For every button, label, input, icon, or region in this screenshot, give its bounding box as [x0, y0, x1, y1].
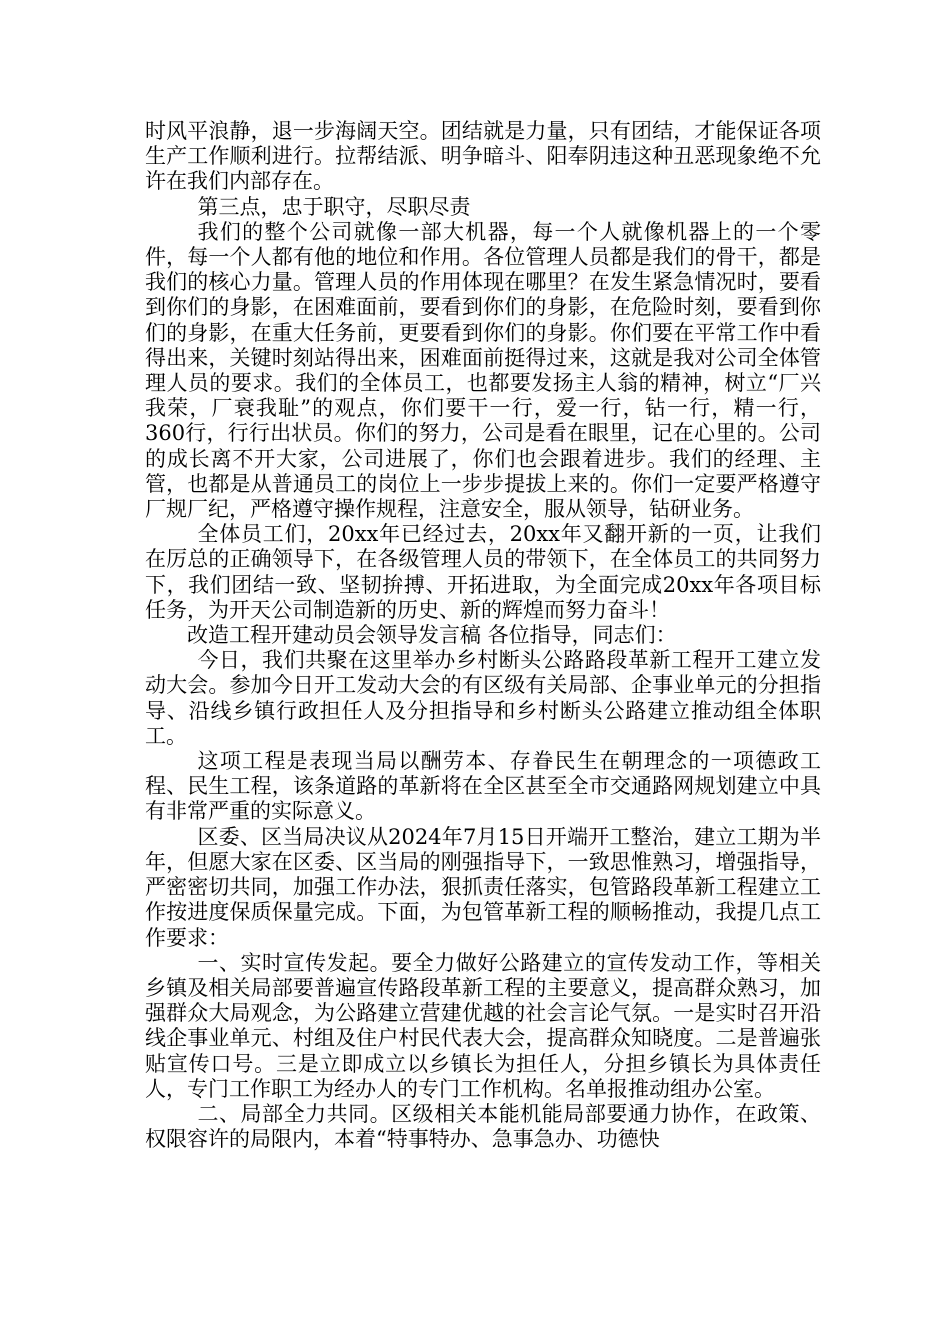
paragraph-8: 区委、区当局决议从2024年7月15日开端开工整治，建立工期为半年，但愿大家在区委、区当局的刚强指导下，一致思惟熟习，增强指导，严密密切共同，加强工作办法，狠抓责任落实，包管路段革新工程建立工作按进度保质保量完成。下面，为包管革新工程的顺畅推动，我提几点工作要求： — [145, 824, 821, 950]
paragraph-3: 我们的整个公司就像一部大机器，每一个人就像机器上的一个零件，每一个人都有他的地位和作用。各位管理人员都是我们的骨干，都是我们的核心力量。管理人员的作用体现在哪里？在发生紧急情况时，要看到你们的身影，在困难面前，要看到你们的身影，在危险时刻，要看到你们的身影，在重大任务前，更要看到你们的身影。你们要在平常工作中看得出来，关键时刻站得出来，困难面前挺得过来，这就是我对公司全体管理人员的要求。我们的全体员工，也都要发扬主人翁的精神，树立“厂兴我荣，厂衰我耻”的观点，你们要干一行，爱一行，钻一行，精一行，360行，行行出状员。你们的努力，公司是看在眼里，记在心里的。公司的成长离不开大家，公司进展了，你们也会跟着进步。我们的经理、主管，也都是从普通员工的岗位上一步步提拔上来的。你们一定要严格遵守厂规厂纪，严格遵守操作规程，注意安全，服从领导，钻研业务。 — [145, 219, 821, 522]
paragraph-6: 今日，我们共聚在这里举办乡村断头公路路段革新工程开工建立发动大会。参加今日开工发动大会的有区级有关局部、企事业单元的分担指导、沿线乡镇行政担任人及分担指导和乡村断头公路建立推动组全体职工。 — [145, 648, 821, 748]
speech-title-line: 改造工程开建动员会领导发言稿 各位指导，同志们： — [187, 623, 677, 648]
paragraph-4: 全体员工们，20xx年已经过去，20xx年又翻开新的一页，让我们在厉总的正确领导下，在各级管理人员的带领下，在全体员工的共同努力下，我们团结一致、坚韧拚搏、开拓进取，为全面完成20xx年各项目标任务，为开天公司制造新的历史、新的辉煌而努力奋斗！ — [145, 522, 821, 622]
paragraph-7: 这项工程是表现当局以酬劳本、存眷民生在朝理念的一项德政工程、民生工程，该条道路的革新将在全区甚至全市交通路网规划建立中具有非常严重的实际意义。 — [145, 749, 821, 824]
document-page — [145, 119, 821, 1152]
paragraph-1: 时风平浪静，退一步海阔天空。团结就是力量，只有团结，才能保证各项生产工作顺利进行。拉帮结派、明争暗斗、阳奉阴违这种丑恶现象绝不允许在我们内部存在。 — [145, 119, 821, 194]
section-heading-third-point: 第三点，忠于职守，尽职尽责 — [197, 194, 471, 219]
paragraph-9: 一、实时宣传发起。要全力做好公路建立的宣传发动工作，等相关乡镇及相关局部要普遍宣传路段革新工程的主要意义，提高群众熟习，加强群众大局观念，为公路建立营建优越的社会言论气氛。一是实时召开沿线企事业单元、村组及住户村民代表大会，提高群众知晓度。二是普遍张贴宣传口号。三是立即成立以乡镇长为担任人，分担乡镇长为具体责任人，专门工作职工为经办人的专门工作机构。名单报推动组办公室。 — [145, 950, 821, 1101]
paragraph-10: 二、局部全力共同。区级相关本能机能局部要通力协作，在政策、权限容许的局限内，本着“特事特办、急事急办、功德快 — [145, 1101, 821, 1152]
